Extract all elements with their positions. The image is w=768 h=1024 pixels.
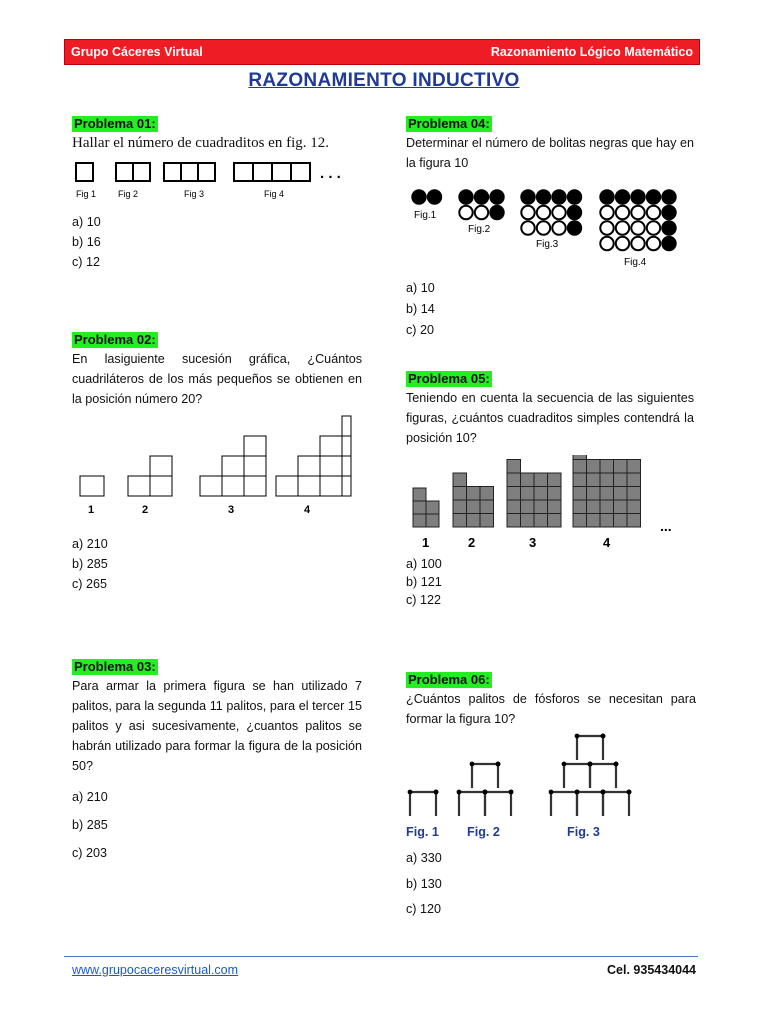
- fig-label: 4: [304, 504, 311, 516]
- option: c) 203: [72, 846, 108, 860]
- fig-label: Fig.3: [536, 239, 559, 250]
- problem-05: [406, 370, 694, 448]
- phone-number: Cel. 935434044: [607, 963, 696, 977]
- fig-label: 3: [529, 535, 537, 550]
- header-left-text: Grupo Cáceres Virtual: [71, 45, 203, 59]
- match-head: [601, 790, 606, 795]
- match-head: [575, 734, 580, 739]
- white-ball: [459, 206, 472, 219]
- fig-label: Fig. 1: [406, 825, 439, 839]
- fig-label: Fig.4: [624, 257, 647, 268]
- gray-square: [614, 500, 628, 514]
- white-ball: [631, 237, 644, 250]
- gray-square: [453, 487, 467, 501]
- option: b) 14: [406, 302, 435, 316]
- fig-label: 3: [228, 504, 235, 516]
- gray-square: [467, 514, 481, 528]
- gray-square: [507, 500, 521, 514]
- option: a) 100: [406, 557, 442, 571]
- match-head: [588, 762, 593, 767]
- gray-square: [480, 500, 494, 514]
- match-head: [549, 790, 554, 795]
- match-head: [575, 790, 580, 795]
- gray-square: [453, 514, 467, 528]
- black-ball: [521, 190, 534, 203]
- black-ball: [490, 190, 503, 203]
- problem-text: Hallar el número de cuadraditos en fig. 12.: [72, 135, 329, 151]
- white-ball: [616, 206, 629, 219]
- white-ball: [600, 206, 613, 219]
- fig-label: Fig.2: [468, 224, 491, 235]
- problem-text: Determinar el número de bolitas negras que hay en la figura 10: [406, 136, 694, 170]
- white-ball: [647, 221, 660, 234]
- fig-label: 2: [468, 535, 476, 550]
- gray-square: [480, 514, 494, 528]
- problem-text: ¿Cuántos palitos de fósforos se necesitan para formar la figura 10?: [406, 692, 696, 726]
- fig-label: Fig. 2: [467, 825, 500, 839]
- black-ball: [662, 206, 675, 219]
- black-ball: [490, 206, 503, 219]
- white-ball: [552, 221, 565, 234]
- problem-04-figure: [404, 184, 694, 270]
- problem-03-options: [72, 787, 108, 863]
- gray-square: [453, 473, 467, 487]
- black-ball: [600, 190, 613, 203]
- problem-label: Problema 06:: [408, 672, 490, 687]
- problem-text: En lasiguiente sucesión gráfica, ¿Cuántos cuadriláteros de los más pequeños se obtienen en la posición número 20?: [72, 352, 362, 406]
- gray-square: [614, 460, 628, 474]
- gray-square: [573, 487, 587, 501]
- gray-square: [627, 473, 641, 487]
- black-ball: [459, 190, 472, 203]
- header-right-text: Razonamiento Lógico Matemático: [490, 45, 693, 59]
- problem-label: Problema 04:: [408, 116, 490, 131]
- problem-text: Teniendo en cuenta la secuencia de las siguientes figuras, ¿cuántos cuadraditos simples contendrá la posición 10?: [406, 391, 694, 445]
- option: c) 12: [72, 255, 100, 269]
- problem-05-figure: [404, 455, 694, 553]
- option: a) 210: [72, 790, 108, 804]
- gray-square: [627, 500, 641, 514]
- option: c) 265: [72, 577, 108, 591]
- white-ball: [616, 221, 629, 234]
- problem-label: Problema 01:: [74, 116, 156, 131]
- header-bar: [64, 39, 700, 65]
- white-ball: [552, 206, 565, 219]
- gray-square: [453, 500, 467, 514]
- problem-06-fig-labels: [406, 822, 696, 842]
- gray-square: [587, 514, 601, 528]
- black-ball: [475, 190, 488, 203]
- white-ball: [521, 206, 534, 219]
- black-ball: [616, 190, 629, 203]
- gray-square: [548, 487, 562, 501]
- white-ball: [616, 237, 629, 250]
- white-ball: [521, 221, 534, 234]
- problem-06-figure: [404, 730, 694, 822]
- fig-label: 4: [603, 535, 611, 550]
- gray-square: [413, 501, 426, 514]
- fig-label: Fig. 3: [567, 825, 600, 839]
- problem-02: [72, 331, 362, 409]
- gray-square: [534, 500, 548, 514]
- option: c) 122: [406, 593, 442, 607]
- gray-square: [587, 473, 601, 487]
- white-ball: [631, 206, 644, 219]
- ellipsis: ...: [660, 518, 672, 534]
- match-head: [483, 790, 488, 795]
- gray-square: [521, 487, 535, 501]
- black-ball: [568, 206, 581, 219]
- option: b) 121: [406, 575, 442, 589]
- match-head: [627, 790, 632, 795]
- problem-label: Problema 02:: [74, 332, 156, 347]
- white-ball: [537, 221, 550, 234]
- gray-square: [413, 488, 426, 501]
- option: a) 330: [406, 851, 442, 865]
- gray-square: [614, 473, 628, 487]
- gray-square: [573, 455, 587, 460]
- footer-divider: [64, 956, 698, 957]
- option: c) 120: [406, 902, 442, 916]
- white-ball: [600, 237, 613, 250]
- gray-square: [600, 460, 614, 474]
- gray-square: [627, 460, 641, 474]
- gray-square: [548, 473, 562, 487]
- black-ball: [662, 221, 675, 234]
- gray-square: [573, 500, 587, 514]
- option: b) 285: [72, 557, 108, 571]
- fig-label: Fig.1: [414, 210, 437, 221]
- problem-03: [72, 658, 362, 776]
- gray-square: [534, 514, 548, 528]
- problem-05-options: [406, 555, 442, 609]
- gray-square: [627, 514, 641, 528]
- white-ball: [600, 221, 613, 234]
- white-ball: [647, 206, 660, 219]
- option: b) 130: [406, 877, 442, 891]
- black-ball: [552, 190, 565, 203]
- gray-square: [548, 514, 562, 528]
- gray-square: [573, 473, 587, 487]
- gray-square: [534, 487, 548, 501]
- gray-square: [467, 487, 481, 501]
- match-head: [408, 790, 413, 795]
- gray-square: [587, 487, 601, 501]
- match-head: [562, 762, 567, 767]
- gray-square: [600, 473, 614, 487]
- match-head: [614, 762, 619, 767]
- problem-01-options: [72, 212, 101, 272]
- gray-square: [507, 473, 521, 487]
- match-head: [509, 790, 514, 795]
- fig-label: 1: [422, 535, 430, 550]
- gray-square: [467, 500, 481, 514]
- option: a) 10: [72, 215, 101, 229]
- problem-06-options: [406, 848, 442, 919]
- gray-square: [614, 514, 628, 528]
- option: b) 16: [72, 235, 101, 249]
- match-head: [496, 762, 501, 767]
- gray-square: [573, 514, 587, 528]
- gray-square: [534, 473, 548, 487]
- black-ball: [568, 221, 581, 234]
- gray-square: [627, 487, 641, 501]
- option: a) 10: [406, 281, 435, 295]
- gray-square: [614, 487, 628, 501]
- fig-label: Fig 3: [184, 189, 205, 199]
- match-head: [601, 734, 606, 739]
- black-ball: [537, 190, 550, 203]
- fig-label: Fig 1: [76, 189, 97, 199]
- gray-square: [573, 460, 587, 474]
- problem-02-options: [72, 534, 108, 594]
- gray-square: [587, 500, 601, 514]
- black-ball: [647, 190, 660, 203]
- fig-label: Fig 2: [118, 189, 139, 199]
- match-head: [434, 790, 439, 795]
- option: a) 210: [72, 537, 108, 551]
- problem-text: Para armar la primera figura se han utilizado 7 palitos, para la segunda 11 palitos, para el tercer 15 palitos y asi sucesivamente, ¿cuantos palitos se habrán utilizado para formar la figura de la posición 50?: [72, 679, 362, 773]
- gray-square: [507, 514, 521, 528]
- gray-square: [587, 460, 601, 474]
- black-ball: [568, 190, 581, 203]
- website-link[interactable]: www.grupocaceresvirtual.com: [72, 963, 239, 977]
- problem-04: [406, 115, 694, 173]
- gray-square: [507, 487, 521, 501]
- black-ball: [662, 190, 675, 203]
- white-ball: [631, 221, 644, 234]
- problem-01: [72, 115, 362, 153]
- problem-04-options: [406, 278, 435, 340]
- white-ball: [647, 237, 660, 250]
- fig-label: Fig 4: [264, 189, 285, 199]
- gray-square: [600, 487, 614, 501]
- fig-label: 1: [88, 504, 95, 516]
- white-ball: [475, 206, 488, 219]
- black-ball: [428, 190, 441, 203]
- gray-square: [426, 501, 439, 514]
- match-head: [470, 762, 475, 767]
- white-ball: [537, 206, 550, 219]
- black-ball: [412, 190, 425, 203]
- problem-06: [406, 671, 696, 729]
- option: c) 20: [406, 323, 434, 337]
- match-head: [457, 790, 462, 795]
- gray-square: [548, 500, 562, 514]
- problem-02-figure: [72, 410, 362, 520]
- gray-square: [426, 514, 439, 527]
- gray-square: [480, 487, 494, 501]
- option: b) 285: [72, 818, 108, 832]
- problem-label: Problema 05:: [408, 371, 490, 386]
- gray-square: [521, 514, 535, 528]
- problem-01-figure: [72, 160, 362, 205]
- gray-square: [600, 514, 614, 528]
- black-ball: [662, 237, 675, 250]
- page-title: RAZONAMIENTO INDUCTIVO: [248, 70, 520, 91]
- gray-square: [507, 460, 521, 474]
- gray-square: [413, 514, 426, 527]
- gray-square: [600, 500, 614, 514]
- gray-square: [521, 500, 535, 514]
- fig-label: 2: [142, 504, 149, 516]
- problem-label: Problema 03:: [74, 659, 156, 674]
- ellipsis: . . .: [320, 165, 341, 182]
- black-ball: [631, 190, 644, 203]
- gray-square: [521, 473, 535, 487]
